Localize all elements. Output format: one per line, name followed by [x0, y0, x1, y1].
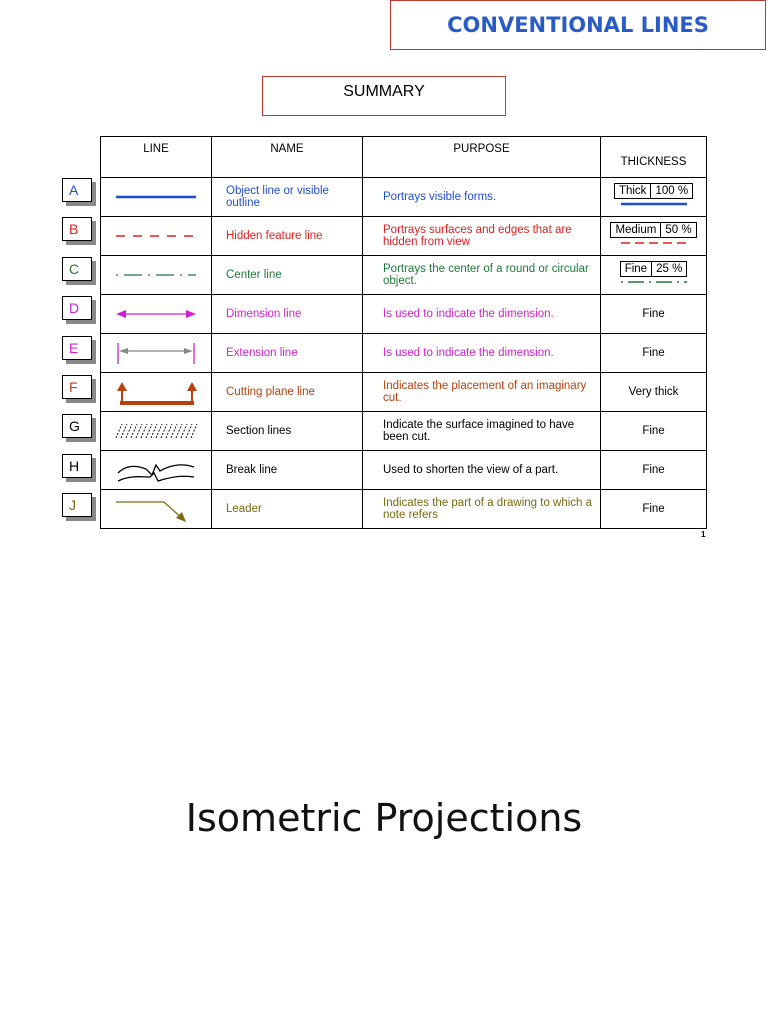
page-title-box: [390, 0, 766, 50]
line-purpose: Indicates the placement of an imaginary cut.: [363, 373, 601, 412]
page-title: CONVENTIONAL LINES: [447, 13, 709, 37]
table-row: [101, 490, 707, 529]
line-thickness: [601, 373, 707, 412]
row-letter-b: B: [62, 217, 92, 241]
table-header-row: [101, 137, 707, 178]
row-letter-a: A: [62, 178, 92, 202]
row-letter-h: H: [62, 454, 92, 478]
thickness-detail: [603, 183, 704, 212]
row-letter-d: D: [62, 296, 92, 320]
line-thickness: [601, 295, 707, 334]
line-thickness: [601, 490, 707, 529]
line-purpose: Indicates the part of a drawing to which a note refers: [363, 490, 601, 529]
line-purpose: Is used to indicate the dimension.: [363, 295, 601, 334]
slide-title: Isometric Projections: [185, 796, 583, 840]
thickness-sample: [619, 199, 689, 212]
thickness-label: Fine: [642, 503, 665, 515]
thickness-box: [610, 222, 696, 238]
summary-label: SUMMARY: [343, 83, 425, 100]
thickness-label: Medium: [615, 223, 657, 236]
line-name: Dimension line: [212, 295, 363, 334]
line-thickness: [601, 451, 707, 490]
line-cell: [101, 412, 212, 451]
thickness-label: Fine: [642, 347, 665, 359]
line-cell: [101, 373, 212, 412]
thickness-sample: [619, 238, 689, 251]
table-row: [101, 256, 707, 295]
line-cell: [101, 217, 212, 256]
page-number: 1: [701, 530, 706, 539]
line-name: Object line or visible outline: [212, 178, 363, 217]
line-purpose: Used to shorten the view of a part.: [363, 451, 601, 490]
table-row: [101, 178, 707, 217]
line-thickness: [601, 178, 707, 217]
table-row: [101, 373, 707, 412]
thickness-box: [620, 261, 688, 277]
line-purpose: Is used to indicate the dimension.: [363, 334, 601, 373]
line-purpose: Indicate the surface imagined to have been cut.: [363, 412, 601, 451]
summary-box: [262, 76, 506, 116]
thickness-label: Fine: [642, 464, 665, 476]
line-purpose: Portrays the center of a round or circular object.: [363, 256, 601, 295]
line-thickness: [601, 256, 707, 295]
line-cell: [101, 256, 212, 295]
line-sample-double-arrow: [106, 299, 206, 329]
line-name: Cutting plane line: [212, 373, 363, 412]
thickness-label: Fine: [624, 262, 648, 275]
thickness-label: Fine: [642, 425, 665, 437]
conventional-lines-table: [100, 136, 707, 529]
table-row: [101, 217, 707, 256]
header-line: LINE: [101, 137, 212, 178]
thickness-percent: 100 %: [650, 184, 692, 198]
line-sample-dash-dot: [106, 260, 206, 290]
thickness-percent: 50 %: [660, 223, 695, 237]
line-purpose: Portrays surfaces and edges that are hidden from view: [363, 217, 601, 256]
line-cell: [101, 490, 212, 529]
line-sample-dashed: [106, 221, 206, 251]
line-thickness: [601, 217, 707, 256]
line-cell: [101, 295, 212, 334]
row-letter-g: G: [62, 414, 92, 438]
thickness-detail: [603, 222, 704, 251]
line-cell: [101, 451, 212, 490]
thickness-box: [614, 183, 693, 199]
thickness-detail: [603, 261, 704, 290]
line-thickness: [601, 334, 707, 373]
line-name: Break line: [212, 451, 363, 490]
table-row: [101, 412, 707, 451]
table-row: [101, 295, 707, 334]
line-sample-break: [106, 455, 206, 485]
header-thickness: THICKNESS: [601, 137, 707, 178]
line-sample-hatch: [106, 416, 206, 446]
thickness-label: Thick: [618, 184, 647, 197]
line-sample-leader: [106, 494, 206, 524]
line-name: Hidden feature line: [212, 217, 363, 256]
line-name: Leader: [212, 490, 363, 529]
row-letter-e: E: [62, 336, 92, 360]
thickness-label: Fine: [642, 308, 665, 320]
line-name: Section lines: [212, 412, 363, 451]
table-row: [101, 451, 707, 490]
line-thickness: [601, 412, 707, 451]
line-sample-cutting-plane: [106, 377, 206, 407]
line-name: Center line: [212, 256, 363, 295]
line-cell: [101, 334, 212, 373]
table-row: [101, 334, 707, 373]
thickness-label: Very thick: [628, 386, 679, 398]
thickness-percent: 25 %: [651, 262, 686, 276]
header-purpose: PURPOSE: [363, 137, 601, 178]
line-name: Extension line: [212, 334, 363, 373]
line-cell: [101, 178, 212, 217]
line-purpose: Portrays visible forms.: [363, 178, 601, 217]
thickness-sample: [619, 277, 689, 290]
row-letter-c: C: [62, 257, 92, 281]
header-name: NAME: [212, 137, 363, 178]
line-sample-extension: [106, 338, 206, 368]
line-sample-thick-solid: [106, 182, 206, 212]
row-letter-j: J: [62, 493, 92, 517]
row-letter-f: F: [62, 375, 92, 399]
